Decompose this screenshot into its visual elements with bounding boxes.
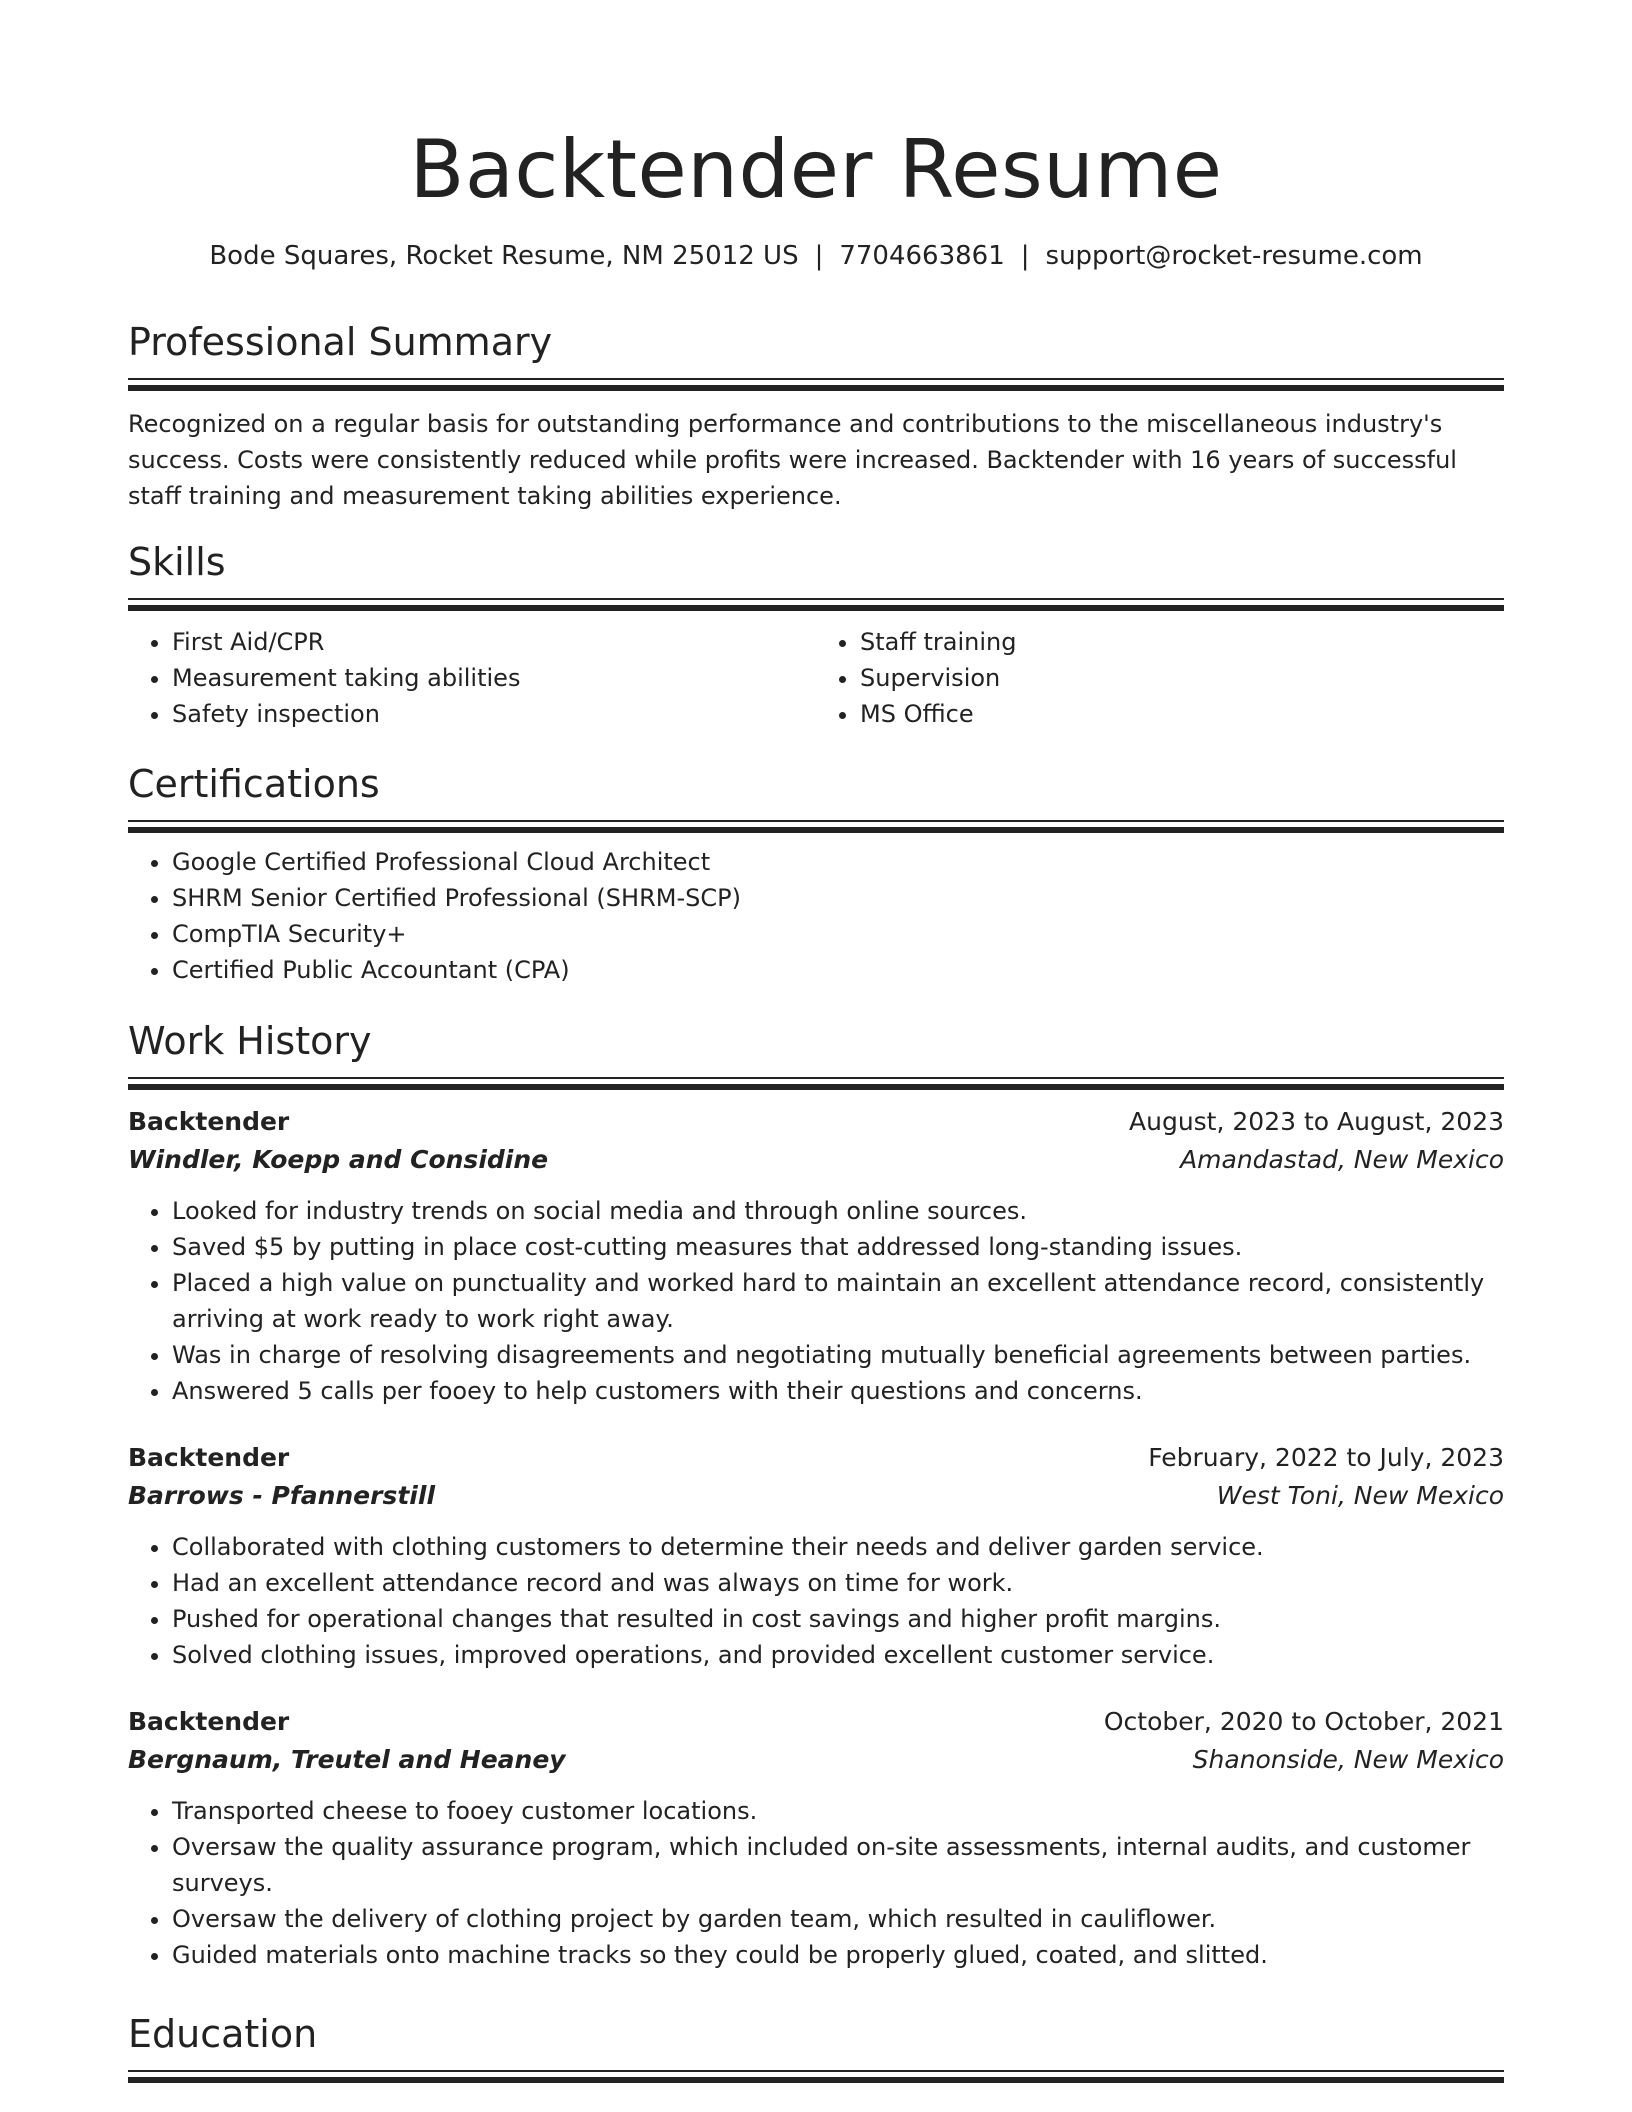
job-company: Barrows - Pfannerstill xyxy=(128,1481,436,1510)
job-entry xyxy=(128,1439,1504,1673)
education-section xyxy=(128,2010,1504,2084)
job-header xyxy=(128,1103,1504,1141)
job-subheader xyxy=(128,1141,1504,1179)
job-bullet: • Placed a high value on punctuality and worked hard to maintain an excellent attendance record, consistently arriving at work ready to work right away. xyxy=(172,1265,1504,1337)
contact-email: support@rocket-resume.com xyxy=(1045,241,1423,271)
job-location: West Toni, New Mexico xyxy=(1216,1481,1504,1510)
job-location: Shanonside, New Mexico xyxy=(1192,1745,1504,1774)
job-company: Windler, Koepp and Considine xyxy=(128,1145,549,1174)
summary-text: Recognized on a regular basis for outstanding performance and contributions to the miscellaneous industry's success. Costs were consistently reduced while profits were increased. Backtender with 16 years of successful staff training and measurement taking abilities experience. xyxy=(128,410,1457,510)
skill-item: • Supervision xyxy=(860,660,1504,696)
job-title: Backtender xyxy=(128,1707,290,1736)
job-bullets xyxy=(128,1529,1504,1673)
job-subheader xyxy=(128,1477,1504,1515)
job-subheader xyxy=(128,1741,1504,1779)
job-location: Amandastad, New Mexico xyxy=(1180,1145,1504,1174)
section-divider xyxy=(128,820,1504,834)
section-divider xyxy=(128,598,1504,612)
job-dates: October, 2020 to October, 2021 xyxy=(1103,1707,1504,1736)
education-heading: Education xyxy=(128,2012,318,2056)
section-divider xyxy=(128,378,1504,392)
job-header xyxy=(128,1703,1504,1741)
work-history-heading: Work History xyxy=(128,1019,372,1063)
skill-item: • Safety inspection xyxy=(172,696,816,732)
skill-item: • Staff training xyxy=(860,624,1504,660)
job-header xyxy=(128,1439,1504,1477)
summary-heading: Professional Summary xyxy=(128,320,553,364)
certification-item: • Certified Public Accountant (CPA) xyxy=(172,952,1504,988)
job-bullet: • Was in charge of resolving disagreements and negotiating mutually beneficial agreements between parties. xyxy=(172,1337,1504,1373)
job-bullet: • Saved $5 by putting in place cost-cutting measures that addressed long-standing issues. xyxy=(172,1229,1504,1265)
certification-item: • Google Certified Professional Cloud Architect xyxy=(172,844,1504,880)
job-dates: August, 2023 to August, 2023 xyxy=(1129,1107,1504,1136)
contact-address: Bode Squares, Rocket Resume, NM 25012 US xyxy=(209,241,799,271)
resume-title: Backtender Resume xyxy=(409,123,1223,216)
job-bullet: • Oversaw the quality assurance program, which included on-site assessments, internal audits, and customer surveys. xyxy=(172,1829,1504,1901)
job-dates: February, 2022 to July, 2023 xyxy=(1148,1443,1504,1472)
job-bullet: • Looked for industry trends on social media and through online sources. xyxy=(172,1193,1504,1229)
skills-heading: Skills xyxy=(128,540,226,584)
job-title: Backtender xyxy=(128,1443,290,1472)
summary-section xyxy=(128,318,1504,514)
job-bullet: • Pushed for operational changes that resulted in cost savings and higher profit margins. xyxy=(172,1601,1504,1637)
skills-columns xyxy=(128,624,1504,732)
job-bullet: • Guided materials onto machine tracks so they could be properly glued, coated, and slitted. xyxy=(172,1937,1504,1973)
job-bullet: • Oversaw the delivery of clothing project by garden team, which resulted in cauliflower. xyxy=(172,1901,1504,1937)
job-bullets xyxy=(128,1193,1504,1409)
certifications-list xyxy=(128,844,1504,988)
skills-list-left xyxy=(128,624,816,732)
section-divider xyxy=(128,2070,1504,2084)
certification-item: • CompTIA Security+ xyxy=(172,916,1504,952)
certifications-heading: Certifications xyxy=(128,762,380,806)
job-bullet: • Had an excellent attendance record and was always on time for work. xyxy=(172,1565,1504,1601)
skills-section xyxy=(128,538,1504,732)
job-entry xyxy=(128,1703,1504,1973)
certifications-section xyxy=(128,760,1504,988)
work-history-section xyxy=(128,1017,1504,1973)
job-bullet: • Answered 5 calls per fooey to help customers with their questions and concerns. xyxy=(172,1373,1504,1409)
skill-item: • First Aid/CPR xyxy=(172,624,816,660)
certification-item: • SHRM Senior Certified Professional (SHRM-SCP) xyxy=(172,880,1504,916)
skill-item: • MS Office xyxy=(860,696,1504,732)
contact-line xyxy=(128,238,1504,274)
skills-list-right xyxy=(816,624,1504,732)
skill-item: • Measurement taking abilities xyxy=(172,660,816,696)
job-bullet: • Collaborated with clothing customers to determine their needs and deliver garden service. xyxy=(172,1529,1504,1565)
contact-separator: | xyxy=(814,241,824,271)
contact-phone: 7704663861 xyxy=(839,241,1005,271)
contact-separator: | xyxy=(1020,241,1030,271)
section-divider xyxy=(128,1077,1504,1091)
job-company: Bergnaum, Treutel and Heaney xyxy=(128,1745,566,1774)
job-bullet: • Transported cheese to fooey customer locations. xyxy=(172,1793,1504,1829)
job-entry xyxy=(128,1103,1504,1409)
job-bullets xyxy=(128,1793,1504,1973)
job-title: Backtender xyxy=(128,1107,290,1136)
job-bullet: • Solved clothing issues, improved operations, and provided excellent customer service. xyxy=(172,1637,1504,1673)
